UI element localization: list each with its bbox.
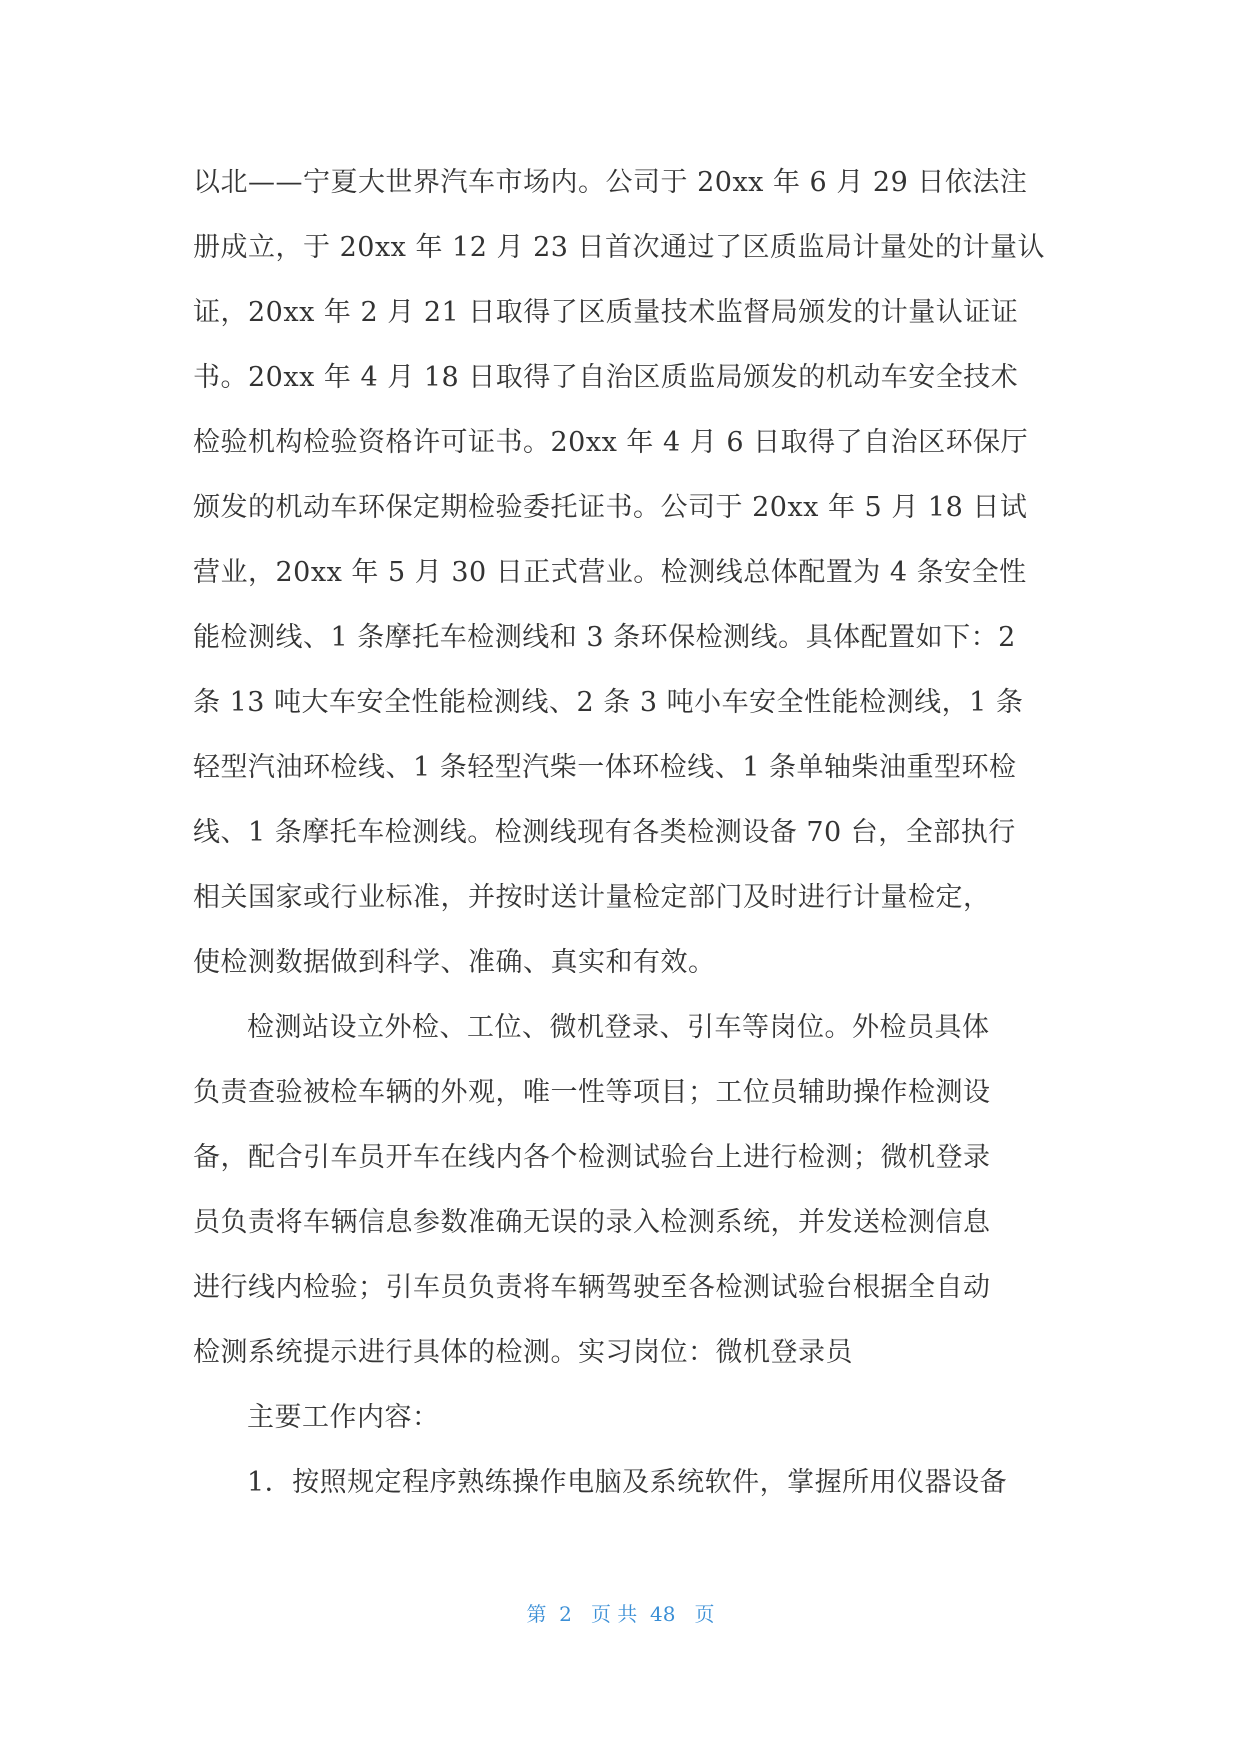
text-line: 线、1 条摩托车检测线。检测线现有各类检测设备 70 台，全部执行 bbox=[193, 817, 1016, 848]
text-line: 进行线内检验；引车员负责将车辆驾驶至各检测试验台根据全自动 bbox=[193, 1272, 991, 1303]
text-line: 轻型汽油环检线、1 条轻型汽柴一体环检线、1 条单轴柴油重型环检 bbox=[193, 752, 1017, 783]
text-line: 证，20xx 年 2 月 21 日取得了区质量技术监督局颁发的计量认证证 bbox=[193, 297, 1019, 328]
text-line: 能检测线、1 条摩托车检测线和 3 条环保检测线。具体配置如下：2 bbox=[193, 622, 1016, 653]
text-line: 书。20xx 年 4 月 18 日取得了自治区质监局颁发的机动车安全技术 bbox=[193, 362, 1019, 393]
text-line: 检验机构检验资格许可证书。20xx 年 4 月 6 日取得了自治区环保厅 bbox=[193, 427, 1029, 458]
text-line: 条 13 吨大车安全性能检测线、2 条 3 吨小车安全性能检测线，1 条 bbox=[193, 687, 1024, 718]
document-body bbox=[193, 158, 1063, 1523]
text-line: 备，配合引车员开车在线内各个检测试验台上进行检测；微机登录 bbox=[193, 1142, 991, 1173]
paragraph-first-line: 检测站设立外检、工位、微机登录、引车等岗位。外检员具体 bbox=[247, 1012, 990, 1043]
text-line: 员负责将车辆信息参数准确无误的录入检测系统，并发送检测信息 bbox=[193, 1207, 991, 1238]
list-item: 1．按照规定程序熟练操作电脑及系统软件，掌握所用仪器设备 bbox=[247, 1467, 1008, 1498]
text-line: 检测系统提示进行具体的检测。实习岗位：微机登录员 bbox=[193, 1337, 853, 1368]
text-line: 营业，20xx 年 5 月 30 日正式营业。检测线总体配置为 4 条安全性 bbox=[193, 557, 1027, 588]
text-line: 负责查验被检车辆的外观，唯一性等项目；工位员辅助操作检测设 bbox=[193, 1077, 991, 1108]
text-line: 以北——宁夏大世界汽车市场内。公司于 20xx 年 6 月 29 日依法注 bbox=[193, 167, 1028, 198]
text-line: 相关国家或行业标准，并按时送计量检定部门及时进行计量检定， bbox=[193, 882, 991, 913]
text-line: 颁发的机动车环保定期检验委托证书。公司于 20xx 年 5 月 18 日试 bbox=[193, 492, 1028, 523]
page-number-footer: 第 2 页 共 48 页 bbox=[526, 1602, 715, 1626]
text-line: 册成立，于 20xx 年 12 月 23 日首次通过了区质监局计量处的计量认 bbox=[193, 232, 1046, 263]
text-line: 使检测数据做到科学、准确、真实和有效。 bbox=[193, 947, 716, 978]
section-heading: 主要工作内容： bbox=[247, 1402, 440, 1433]
